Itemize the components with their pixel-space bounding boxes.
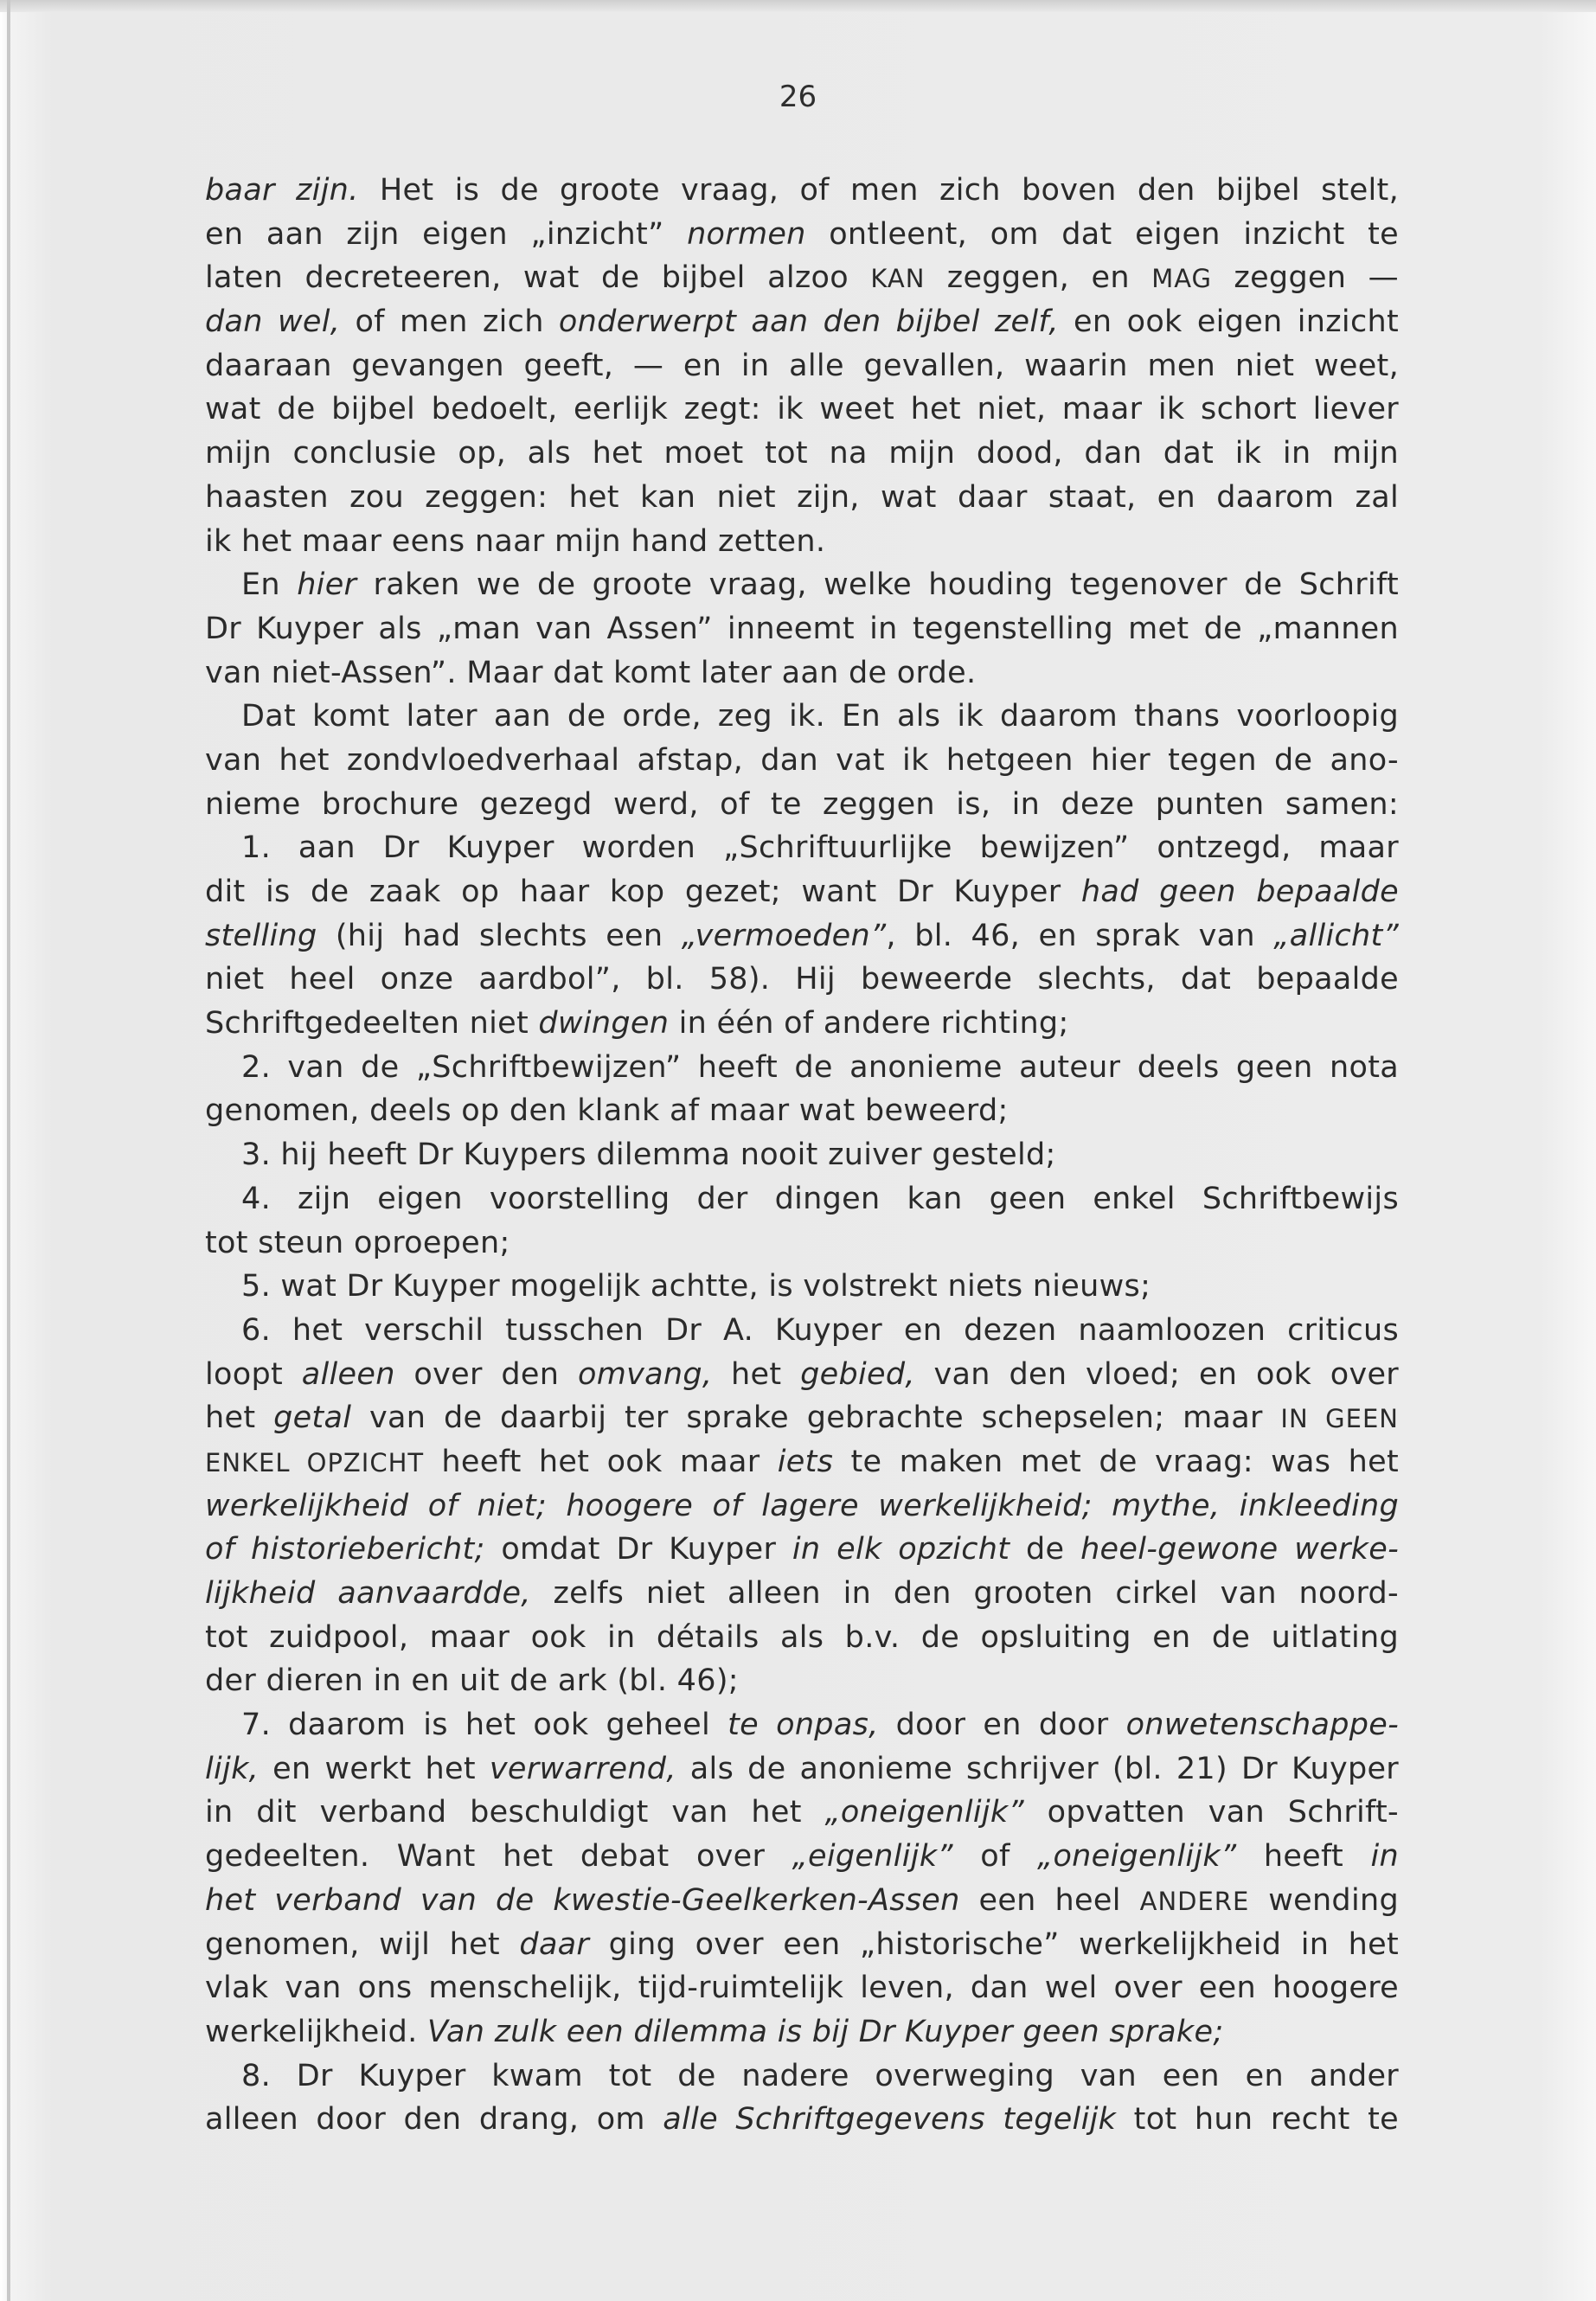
text-line: Dat komt later aan de orde, zeg ik. En als ik daarom thans voorloopig <box>241 699 1399 734</box>
text-line: 3. hij heeft Dr Kuypers dilemma nooit zuiver gesteld; <box>241 1138 1056 1173</box>
text-line: gedeelten. Want het debat over „eigenlijk” of „oneigenlijk” heeft in <box>205 1839 1399 1875</box>
text-line: loopt alleen over den omvang, het gebied, van den vloed; en ook over <box>205 1356 1399 1392</box>
text-line: daaraan gevangen geeft, — en in alle gevallen, waarin men niet weet, <box>205 348 1399 383</box>
text-line: alleen door den drang, om alle Schriftgegevens tegelijk tot hun recht te <box>205 2102 1399 2138</box>
text-line: 8. Dr Kuyper kwam tot de nadere overweging van een en ander <box>241 2058 1399 2093</box>
text-line: baar zijn. Het is de groote vraag, of men zich boven den bijbel stelt, <box>205 173 1399 208</box>
text-line: ENKEL OPZICHT heeft het ook maar iets te maken met de vraag: was het <box>205 1444 1399 1479</box>
text-line: laten decreteeren, wat de bijbel alzoo KAN zeggen, en MAG zeggen — <box>205 260 1399 296</box>
text-line: der dieren in en uit de ark (bl. 46); <box>205 1663 739 1699</box>
text-line: wat de bijbel bedoelt, eerlijk zegt: ik weet het niet, maar ik schort liever <box>205 392 1399 427</box>
text-line: 5. wat Dr Kuyper mogelijk achtte, is volstrekt niets nieuws; <box>241 1269 1151 1304</box>
text-line: lijkheid aanvaardde, zelfs niet alleen in den grooten cirkel van noord- <box>205 1576 1399 1611</box>
text-line: en aan zijn eigen „inzicht” normen ontleent, om dat eigen inzicht te <box>205 216 1399 252</box>
page-left-edge <box>7 0 10 2301</box>
text-line: in dit verband beschuldigt van het „oneigenlijk” opvatten van Schrift- <box>205 1795 1399 1830</box>
body-text <box>205 169 1399 2142</box>
text-line: nieme brochure gezegd werd, of te zeggen is, in deze punten samen: <box>205 786 1399 822</box>
text-line: tot zuidpool, maar ook in détails als b.v. de opsluiting en de uitlating <box>205 1619 1399 1655</box>
page-top-edge <box>0 0 1596 12</box>
text-line: 4. zijn eigen voorstelling der dingen kan geen enkel Schriftbewijs <box>241 1181 1399 1216</box>
text-line: niet heel onze aardbol”, bl. 58). Hij beweerde slechts, dat bepaalde <box>205 962 1399 997</box>
text-line: mijn conclusie op, als het moet tot na mijn dood, dan dat ik in mijn <box>205 436 1399 471</box>
text-line: 1. aan Dr Kuyper worden „Schriftuurlijke bewijzen” ontzegd, maar <box>241 830 1399 866</box>
text-line: het getal van de daarbij ter sprake gebrachte schepselen; maar IN GEEN <box>205 1400 1399 1436</box>
text-line: werkelijkheid of niet; hoogere of lagere werkelijkheid; mythe, inkleeding <box>205 1488 1399 1523</box>
text-line: werkelijkheid. Van zulk een dilemma is bij Dr Kuyper geen sprake; <box>205 2014 1224 2049</box>
text-line: 7. daarom is het ook geheel te onpas, door en door onwetenschappe- <box>241 1708 1399 1743</box>
text-line: genomen, wijl het daar ging over een „historische” werkelijkheid in het <box>205 1926 1399 1962</box>
text-line: Schriftgedeelten niet dwingen in één of andere richting; <box>205 1006 1069 1042</box>
text-line: dan wel, of men zich onderwerpt aan den bijbel zelf, en ook eigen inzicht <box>205 304 1399 340</box>
text-line: 2. van de „Schriftbewijzen” heeft de anonieme auteur deels geen nota <box>241 1049 1399 1085</box>
text-line: lijk, en werkt het verwarrend, als de anonieme schrijver (bl. 21) Dr Kuyper <box>205 1751 1399 1786</box>
text-line: ik het maar eens naar mijn hand zetten. <box>205 523 826 559</box>
text-line: haasten zou zeggen: het kan niet zijn, wat daar staat, en daarom zal <box>205 479 1399 515</box>
text-line: het verband van de kwestie-Geelkerken-Assen een heel ANDERE wending <box>205 1882 1399 1918</box>
text-line: stelling (hij had slechts een „vermoeden”, bl. 46, en sprak van „allicht” <box>205 918 1399 953</box>
text-line: vlak van ons menschelijk, tijd-ruimtelijk leven, dan wel over een hoogere <box>205 1971 1399 2006</box>
text-line: van het zondvloedverhaal afstap, dan vat ik hetgeen hier tegen de ano- <box>205 742 1399 778</box>
text-line: Dr Kuyper als „man van Assen” inneemt in tegenstelling met de „mannen <box>205 611 1399 646</box>
text-line: 6. het verschil tusschen Dr A. Kuyper en dezen naamloozen criticus <box>241 1312 1399 1348</box>
text-line: dit is de zaak op haar kop gezet; want Dr Kuyper had geen bepaalde <box>205 875 1399 909</box>
text-line: En hier raken we de groote vraag, welke houding tegenover de Schrift <box>241 567 1399 603</box>
text-line: of historiebericht; omdat Dr Kuyper in elk opzicht de heel-gewone werke- <box>205 1532 1399 1567</box>
text-line: van niet-Assen”. Maar dat komt later aan de orde. <box>205 655 977 690</box>
text-line: tot steun oproepen; <box>205 1225 510 1260</box>
page-number: 26 <box>779 80 817 114</box>
text-line: genomen, deels op den klank af maar wat beweerd; <box>205 1093 1009 1129</box>
